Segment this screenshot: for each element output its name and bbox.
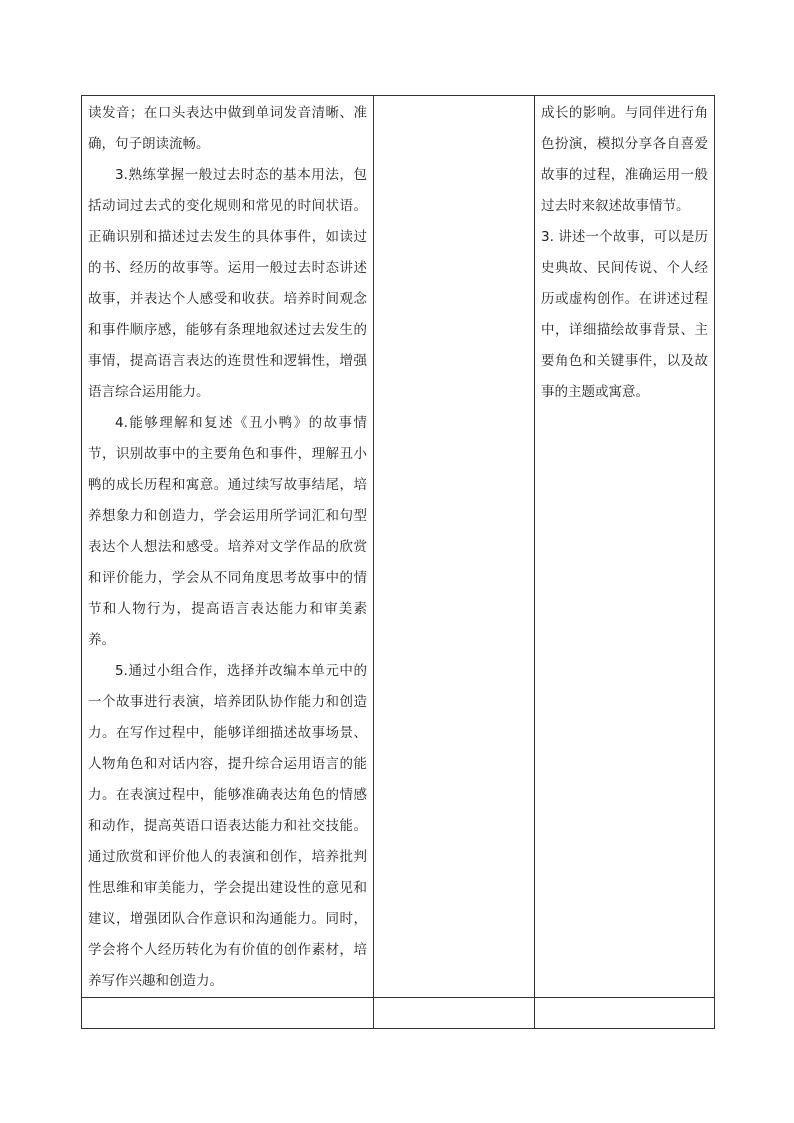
table-row	[82, 96, 715, 998]
empty-cell-right	[535, 998, 715, 1029]
left-paragraph-3: 4.能够理解和复述《丑小鸭》的故事情节，识别故事中的主要角色和事件，理解丑小鸭的成长历程和寓意。通过续写故事结尾，培养想象力和创造力，学会运用所学词汇和句型表达个人想法和感受。培养对文学作品的欣赏和评价能力，学会从不同角度思考故事中的情节和人物行为，提高语言表达能力和审美素养。	[88, 415, 367, 648]
right-column-cell	[535, 96, 715, 998]
left-paragraph-1: 读发音；在口头表达中做到单词发音清晰、准确，句子朗读流畅。	[88, 105, 367, 152]
left-paragraph-2: 3.熟练掌握一般过去时态的基本用法，包括动词过去式的变化规则和常见的时间状语。正确识别和描述过去发生的具体事件，如读过的书、经历的故事等。运用一般过去时态讲述故事，并表达个人感受和收获。培养时间观念和事件顺序感，能够有条理地叙述过去发生的事情，提高语言表达的连贯性和逻辑性，增强语言综合运用能力。	[88, 167, 367, 400]
table-row-empty	[82, 998, 715, 1029]
content-table	[81, 95, 715, 1029]
empty-cell-left	[82, 998, 374, 1029]
empty-cell-middle	[374, 998, 535, 1029]
right-paragraph-1: 成长的影响。与同伴进行角色扮演，模拟分享各自喜爱故事的过程，准确运用一般过去时来叙述故事情节。	[541, 105, 708, 214]
left-column-cell	[82, 96, 374, 998]
right-paragraph-2: 3. 讲述一个故事，可以是历史典故、民间传说、个人经历或虚构创作。在讲述过程中，详细描绘故事背景、主要角色和关键事件，以及故事的主题或寓意。	[541, 229, 708, 400]
middle-column-cell	[374, 96, 535, 998]
left-paragraph-4: 5.通过小组合作，选择并改编本单元中的一个故事进行表演，培养团队协作能力和创造力。在写作过程中，能够详细描述故事场景、人物角色和对话内容，提升综合运用语言的能力。在表演过程中，能够准确表达角色的情感和动作，提高英语口语表达能力和社交技能。通过欣赏和评价他人的表演和创作，培养批判性思维和审美能力，学会提出建设性的意见和建议，增强团队合作意识和沟通能力。同时，学会将个人经历转化为有价值的创作素材，培养写作兴趣和创造力。	[88, 663, 367, 989]
